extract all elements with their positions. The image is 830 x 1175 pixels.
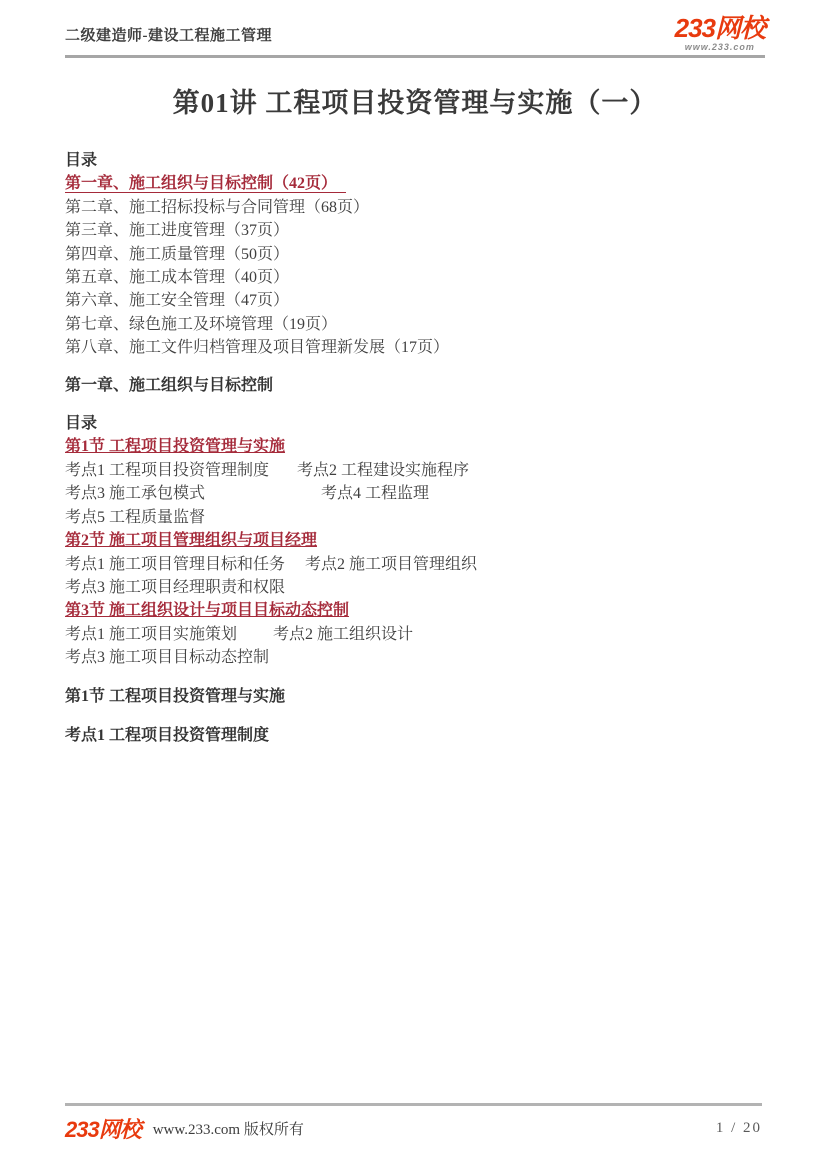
brand-logo [675,15,765,55]
toc-chapter-item: 第八章、施工文件归档管理及项目管理新发展（17页） [65,339,450,357]
page-footer [65,1103,762,1144]
toc-chapter-item: 第六章、施工安全管理（47页） [65,292,290,310]
toc-point-row: 考点3 施工项目目标动态控制 [65,649,270,667]
toc-point-row: 考点1 施工项目实施策划 考点2 施工组织设计 [65,625,414,643]
toc-section-link[interactable]: 第1节 工程项目投资管理与实施 [65,438,286,456]
page-number: 1 / 20 [715,1120,762,1136]
toc-chapter-item: 第三章、施工进度管理（37页） [65,222,290,240]
chapter-heading: 第一章、施工组织与目标控制 [65,376,274,394]
toc-chapter-link[interactable]: 第一章、施工组织与目标控制（42页） [65,172,765,195]
toc-section-link[interactable]: 第2节 施工项目管理组织与项目经理 [65,532,318,550]
toc-point-row: 考点5 工程质量监督 [65,508,206,526]
footer-copyright: www.233.com 版权所有 [152,1122,304,1138]
toc-label: 目录 [65,152,98,169]
section-toc-label: 目录 [65,415,98,433]
brand-logo-url: www.233.com [684,42,755,52]
toc-point-row: 考点1 施工项目管理目标和任务 考点2 施工项目管理组织 [65,555,478,573]
toc-point-row: 考点1 工程项目投资管理制度 考点2 工程建设实施程序 [65,461,470,479]
page-title: 第01讲 工程项目投资管理与实施（一） [172,88,658,118]
point-heading: 考点1 工程项目投资管理制度 [65,726,270,744]
toc-point-row: 考点3 施工承包模式 考点4 工程监理 [65,485,430,503]
toc-chapter-item: 第四章、施工质量管理（50页） [65,245,290,263]
document-content [65,149,765,747]
header-course-label: 二级建造师-建设工程施工管理 [65,28,272,44]
chapter-toc-list [65,172,765,359]
toc-chapter-item: 第二章、施工招标投标与合同管理（68页） [65,198,370,216]
toc-point-row: 考点3 施工项目经理职责和权限 [65,578,286,596]
brand-logo-text: 233网校 [674,13,765,43]
section-toc-list [65,435,765,669]
toc-section-link[interactable]: 第3节 施工组织设计与项目目标动态控制 [65,602,350,620]
toc-chapter-item: 第七章、绿色施工及环境管理（19页） [65,315,338,333]
footer-brand-logo-text: 233网校 [65,1117,141,1142]
section-heading: 第1节 工程项目投资管理与实施 [65,687,286,705]
footer-brand [65,1113,304,1144]
toc-chapter-item: 第五章、施工成本管理（40页） [65,269,290,287]
page-header [65,0,765,58]
